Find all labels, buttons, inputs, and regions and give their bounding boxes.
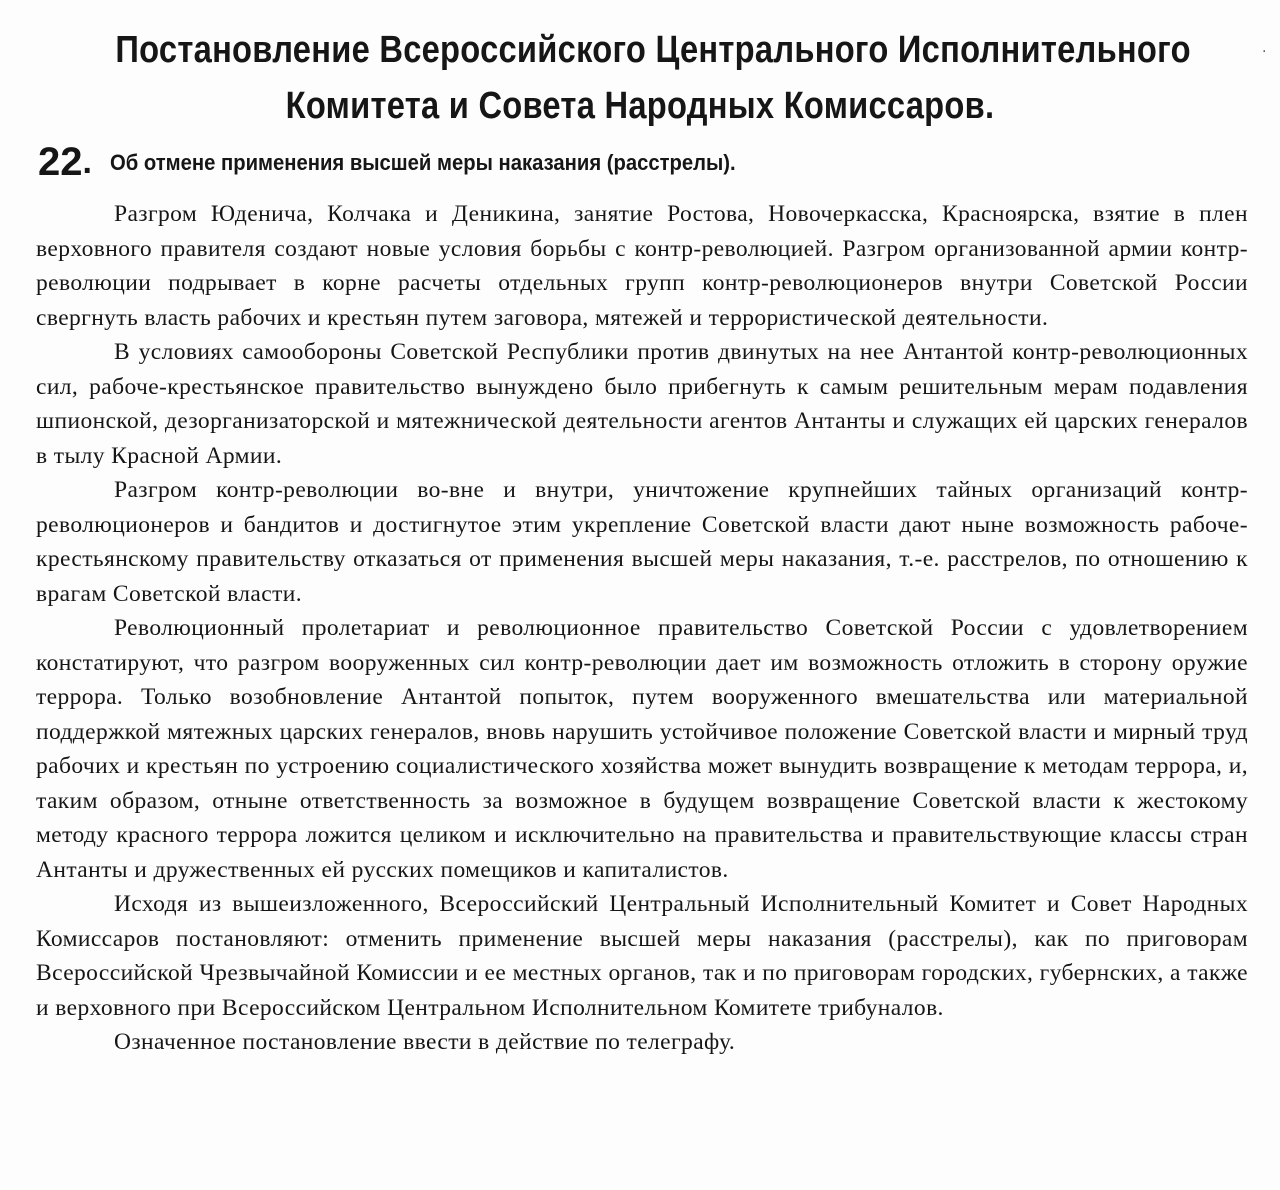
document-heading	[115, 22, 1191, 134]
decree-title: Об отмене применения высшей меры наказания (расстрелы).	[109, 149, 736, 175]
decree-number-dot: .	[82, 143, 92, 181]
paragraph-3: Разгром контр-революции во-вне и внутри, уничтожение крупнейших тайных организаций контр-революционеров и бандитов и достигнутое этим укрепление Советской власти дают ныне возможность рабоче-крестьянскому правительству отказаться от применения высшей меры наказания, т.-е. расстрелов, по отношению к врагам Советской власти.	[36, 477, 1248, 607]
paragraph-4: Революционный пролетариат и революционное правительство Советской России с удовлетворением констатируют, что разгром вооруженных сил контр-революции дает им возможность отложить в сторону оружие террора. Только возобновление Антантой попыток, путем вооруженного вмешательства или материальной поддержкой мятежных царских генералов, вновь нарушить устойчивое положение Советской власти и мирный труд рабочих и крестьян по устроению социалистического хозяйства может вынудить возвращение к методам террора, и, таким образом, отныне ответственность за возможное в будущем возвращение Советской власти к жестокому методу красного террора ложится целиком и исключительно на правительства и правительствующие классы стран Антанты и дружественных ей русских помещиков и капиталистов.	[36, 615, 1248, 883]
paragraph-6: Означенное постановление ввести в действие по телеграфу.	[114, 1029, 736, 1055]
margin-mark: ·	[1262, 44, 1267, 60]
heading-line-2: Комитета и Совета Народных Комиссаров.	[285, 85, 995, 127]
paragraph-2: В условиях самообороны Советской Республики против двинутых на нее Антантой контр-революционных сил, рабоче-крестьянское правительство вынуждено было прибегнуть к самым решительным мерам подавления шпионской, дезорганизаторской и мятежнической деятельности агентов Антанты и служащих ей царских генералов в тылу Красной Армии.	[36, 339, 1248, 469]
decree-header	[38, 140, 790, 185]
decree-number: 22	[38, 140, 83, 184]
paragraph-1: Разгром Юденича, Колчака и Деникина, занятие Ростова, Новочеркасска, Красноярска, взятие в плен верховного правителя создают новые условия борьбы с контр-революцией. Разгром организованной армии контр-революции подрывает в корне расчеты отдельных групп контр-революционеров внутри Советской России свергнуть власть рабочих и крестьян путем заговора, мятежей и террористической деятельности.	[36, 201, 1248, 331]
heading-line-1: Постановление Всероссийского Центрального Исполнительного	[115, 29, 1191, 71]
paragraph-5: Исходя из вышеизложенного, Всероссийский Центральный Исполнительный Комитет и Совет Народных Комиссаров постановляют: отменить применение высшей меры наказания (расстрелы), как по приговорам Всероссийской Чрезвычайной Комиссии и ее местных органов, так и по приговорам городских, губернских, а также и верховного при Всероссийском Центральном Исполнительном Комитете трибуналов.	[36, 891, 1248, 1021]
document-body	[36, 197, 1248, 1060]
